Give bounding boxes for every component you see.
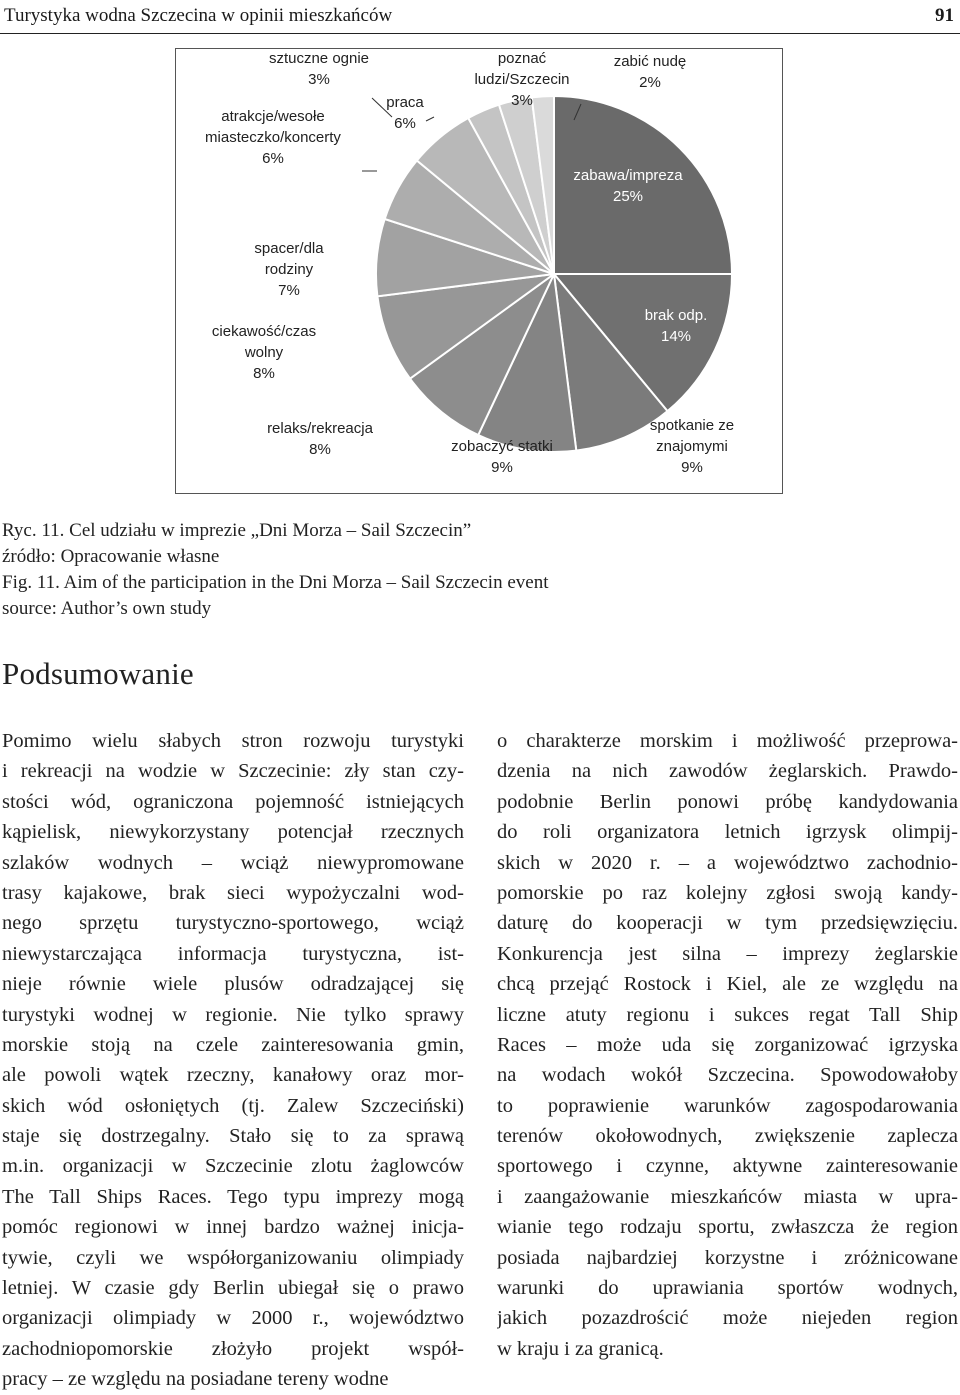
body-line: morskie stoją na czele zainteresowania gmin, — [2, 1033, 464, 1056]
pie-label-line: sztuczne ognie — [268, 50, 370, 67]
body-line: turystyki wodnej w regionie. Nie tylko sprawy — [2, 1003, 464, 1026]
pie-slice — [554, 96, 732, 274]
pie-slice-label — [267, 420, 374, 458]
pie-label-line: 6% — [262, 150, 284, 167]
pie-label-line: spacer/dla — [254, 240, 324, 257]
body-line: warunki do uprawiania sportów wodnych, — [497, 1277, 958, 1300]
body-line: i rekreacji na wodzie w Szczecinie: zły stan czy- — [2, 760, 464, 783]
pie-label-line: brak odp. — [644, 307, 708, 324]
pie-label-line: 8% — [309, 441, 331, 458]
pie-label-line: miasteczko/koncerty — [205, 129, 341, 146]
pie-label-line: wolny — [244, 344, 284, 361]
pie-slice-label — [269, 50, 369, 88]
body-line: Pomimo wielu słabych stron rozwoju turystyki — [2, 730, 464, 752]
caption-pl-title: Ryc. 11. Cel udziału w imprezie „Dni Morza – Sail Szczecin” — [2, 520, 472, 541]
body-line: wianie tego rodzaju sportu, zwłaszcza że region — [497, 1216, 958, 1239]
body-line: to poprawienie warunków zagospodarowania — [497, 1094, 958, 1117]
pie-label-line: 9% — [491, 459, 513, 476]
running-title: Turystyka wodna Szczecina w opinii mieszkańców — [4, 5, 393, 26]
pie-label-line: zabić nudę — [613, 53, 687, 70]
pie-label-line: 8% — [253, 365, 275, 382]
body-line: m.in. organizacji w Szczecinie zlotu żaglowców — [2, 1155, 464, 1178]
body-line: jakich pozazdrościć może niejeden region — [497, 1307, 958, 1330]
pie-label-line: 7% — [278, 282, 300, 299]
running-head — [4, 2, 954, 30]
pie-label-line: 3% — [308, 71, 330, 88]
body-line: posiada najbardziej korzystne i zróżnicowane — [497, 1246, 958, 1269]
body-line: organizacji olimpiady w 2000 r., województwo — [2, 1307, 464, 1330]
pie-slice-label — [205, 108, 341, 167]
body-line: niewystarczająca informacja turystyczna, ist- — [2, 942, 464, 965]
body-line: ale powoli wątek rzeczny, kanałowy oraz mor- — [2, 1064, 464, 1087]
header-rule — [0, 33, 960, 34]
body-line: pomóc regionowi w innej bardzo ważnej inicja- — [2, 1216, 464, 1239]
pie-chart-figure — [175, 48, 783, 494]
body-line: w kraju i za granicą. — [497, 1337, 664, 1360]
pie-label-line: spotkanie ze — [649, 417, 735, 434]
pie-label-line: 3% — [511, 92, 533, 109]
body-line: nieje równie wiele plusów odradzającej się — [2, 973, 464, 996]
body-line: stości wód, ograniczona pojemność istniejących — [2, 790, 464, 813]
pie-label-line: 9% — [681, 459, 703, 476]
pie-slice-label — [614, 53, 687, 91]
pie-slice-label — [451, 438, 553, 476]
body-column-left — [2, 726, 464, 1395]
body-line: zachodniopomorskie złożyło projekt współ- — [2, 1337, 464, 1360]
body-line: pomorskie po raz kolejny zgłosi swoją kandy- — [497, 881, 958, 904]
body-line: dzenia na nich zawodów żeglarskich. Prawdo- — [497, 760, 958, 783]
body-line: i zaangażowanie mieszkańców miasta w upra- — [497, 1185, 958, 1208]
body-line: letniej. W czasie gdy Berlin ubiegał się o prawo — [2, 1277, 464, 1300]
caption-en-title: Fig. 11. Aim of the participation in the Dni Morza – Sail Szczecin event — [2, 572, 549, 593]
body-line: skich wód osłoniętych (tj. Zalew Szczeciński) — [2, 1094, 464, 1117]
pie-slice-label — [386, 94, 424, 132]
pie-label-line: 6% — [394, 115, 416, 132]
page-number: 91 — [935, 5, 954, 26]
body-line: chcą przejąć Rostock i Kiel, ale ze względu na — [497, 973, 958, 996]
body-line: liczne atuty regionu i sukces regat Tall Ship — [497, 1003, 958, 1026]
pie-label-line: rodziny — [264, 261, 314, 278]
body-line: o charakterze morskim i możliwość przeprowa- — [497, 730, 958, 752]
pie-label-line: ciekawość/czas — [211, 323, 317, 340]
body-column-right — [497, 726, 958, 1364]
pie-label-line: 25% — [612, 188, 644, 205]
body-line: kąpielisk, niewykorzystany potencjał rzecznych — [2, 821, 464, 844]
pie-label-line: zabawa/impreza — [573, 167, 683, 184]
pie-label-line: praca — [386, 94, 424, 111]
body-line: pracy – ze względu na posiadane tereny wodne — [2, 1368, 389, 1391]
pie-label-line: ludzi/Szczecin — [474, 71, 570, 88]
body-line: do roli organizatora letnich igrzysk olimpij- — [497, 821, 958, 844]
body-line: Konkurencja jest silna – imprezy żeglarskie — [497, 942, 958, 965]
pie-label-line: relaks/rekreacja — [267, 420, 373, 437]
pie-label-line: poznać — [497, 50, 547, 67]
pie-slice-label — [650, 417, 734, 476]
pie-chart — [176, 49, 782, 493]
body-line: szlaków wodnych – wciąż niewypromowane — [2, 851, 464, 874]
body-line: terenów okołowodnych, zwiększenie zaplecza — [497, 1125, 958, 1148]
figure-captions — [2, 518, 702, 622]
pie-label-line: atrakcje/wesołe — [221, 108, 325, 125]
pie-slice-label — [212, 323, 316, 382]
body-line: Races – może uda się zorganizować igrzyska — [497, 1033, 958, 1056]
body-line: daturę do kooperacji w tym przedsięwzięciu. — [497, 912, 958, 935]
body-line: skich w 2020 r. – a województwo zachodnio- — [497, 851, 958, 874]
body-line: The Tall Ships Races. Tego typu imprezy mogą — [2, 1185, 464, 1208]
caption-pl-source: źródło: Opracowanie własne — [2, 546, 220, 567]
body-line: nego sprzętu turystyczno-sportowego, wciąż — [2, 912, 464, 935]
body-line: podobnie Berlin ponowi próbę kandydowania — [497, 790, 958, 813]
caption-en-source: source: Author’s own study — [2, 598, 212, 619]
body-line: staje się dostrzegalny. Stało się to za sprawą — [2, 1125, 464, 1148]
body-line: trasy kajakowe, brak sieci wypożyczalni wod- — [2, 881, 464, 904]
pie-label-line: 2% — [639, 74, 661, 91]
pie-label-line: 14% — [660, 328, 692, 345]
leader-line — [426, 117, 434, 121]
pie-label-line: zobaczyć statki — [451, 438, 553, 455]
body-line: sportowego i czynne, aktywne zainteresowanie — [497, 1155, 958, 1178]
body-line: na wodach wokół Szczecina. Spowodowałoby — [497, 1064, 958, 1087]
pie-slice-label — [254, 240, 324, 299]
body-line: tywie, czyli we współorganizowaniu olimpiady — [2, 1246, 464, 1269]
pie-label-line: znajomymi — [656, 438, 728, 455]
section-title: Podsumowanie — [2, 656, 194, 691]
